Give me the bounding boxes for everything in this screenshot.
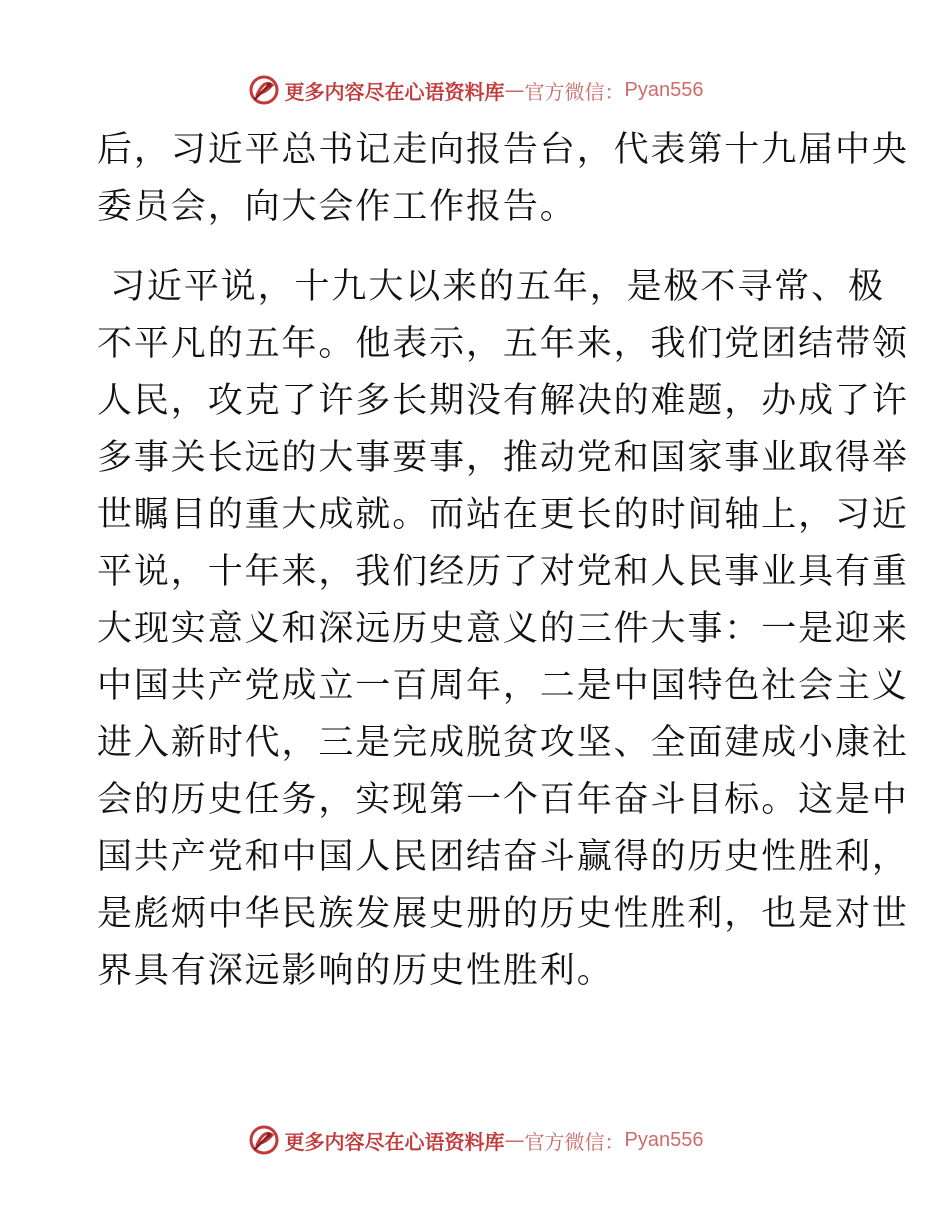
watermark-separator: — bbox=[504, 1128, 525, 1152]
red-swirl-logo-icon bbox=[247, 73, 281, 107]
text-line: 是彪炳中华民族发展史册的历史性胜利，也是对世 bbox=[97, 894, 909, 934]
text-line: 进入新时代，三是完成脱贫攻坚、全面建成小康社 bbox=[97, 723, 909, 763]
paragraph-1 bbox=[97, 122, 909, 236]
watermark-handle: Pyan556 bbox=[624, 1128, 704, 1151]
footer-watermark bbox=[0, 1120, 950, 1160]
text-line: 后，习近平总书记走向报告台，代表第十九届中央 bbox=[97, 130, 909, 170]
red-swirl-logo-icon bbox=[247, 1123, 281, 1157]
header-watermark bbox=[0, 70, 950, 110]
watermark-separator: — bbox=[504, 78, 525, 102]
watermark-site-name: 更多内容尽在心语资料库 bbox=[284, 79, 505, 104]
text-line: 世瞩目的重大成就。而站在更长的时间轴上，习近 bbox=[97, 495, 909, 535]
text-line: 中国共产党成立一百周年，二是中国特色社会主义 bbox=[97, 666, 909, 706]
watermark-wechat-label: 官方微信： bbox=[524, 1129, 625, 1154]
watermark-site-name: 更多内容尽在心语资料库 bbox=[284, 1129, 505, 1154]
text-line: 习近平说，十九大以来的五年，是极不寻常、极 bbox=[97, 267, 885, 307]
text-line: 委员会，向大会作工作报告。 bbox=[97, 187, 577, 227]
text-line: 国共产党和中国人民团结奋斗赢得的历史性胜利， bbox=[97, 837, 909, 877]
watermark-handle: Pyan556 bbox=[624, 78, 704, 101]
text-line: 界具有深远影响的历史性胜利。 bbox=[97, 951, 614, 991]
text-line: 不平凡的五年。他表示，五年来，我们党团结带领 bbox=[97, 324, 909, 364]
watermark-wechat-label: 官方微信： bbox=[524, 79, 625, 104]
text-line: 平说，十年来，我们经历了对党和人民事业具有重 bbox=[97, 552, 909, 592]
document-body bbox=[97, 122, 909, 1000]
text-line: 大现实意义和深远历史意义的三件大事：一是迎来 bbox=[97, 609, 909, 649]
paragraph-2 bbox=[97, 259, 909, 1000]
text-line: 会的历史任务，实现第一个百年奋斗目标。这是中 bbox=[97, 780, 909, 820]
text-line: 多事关长远的大事要事，推动党和国家事业取得举 bbox=[97, 438, 909, 478]
text-line: 人民，攻克了许多长期没有解决的难题，办成了许 bbox=[97, 381, 909, 421]
